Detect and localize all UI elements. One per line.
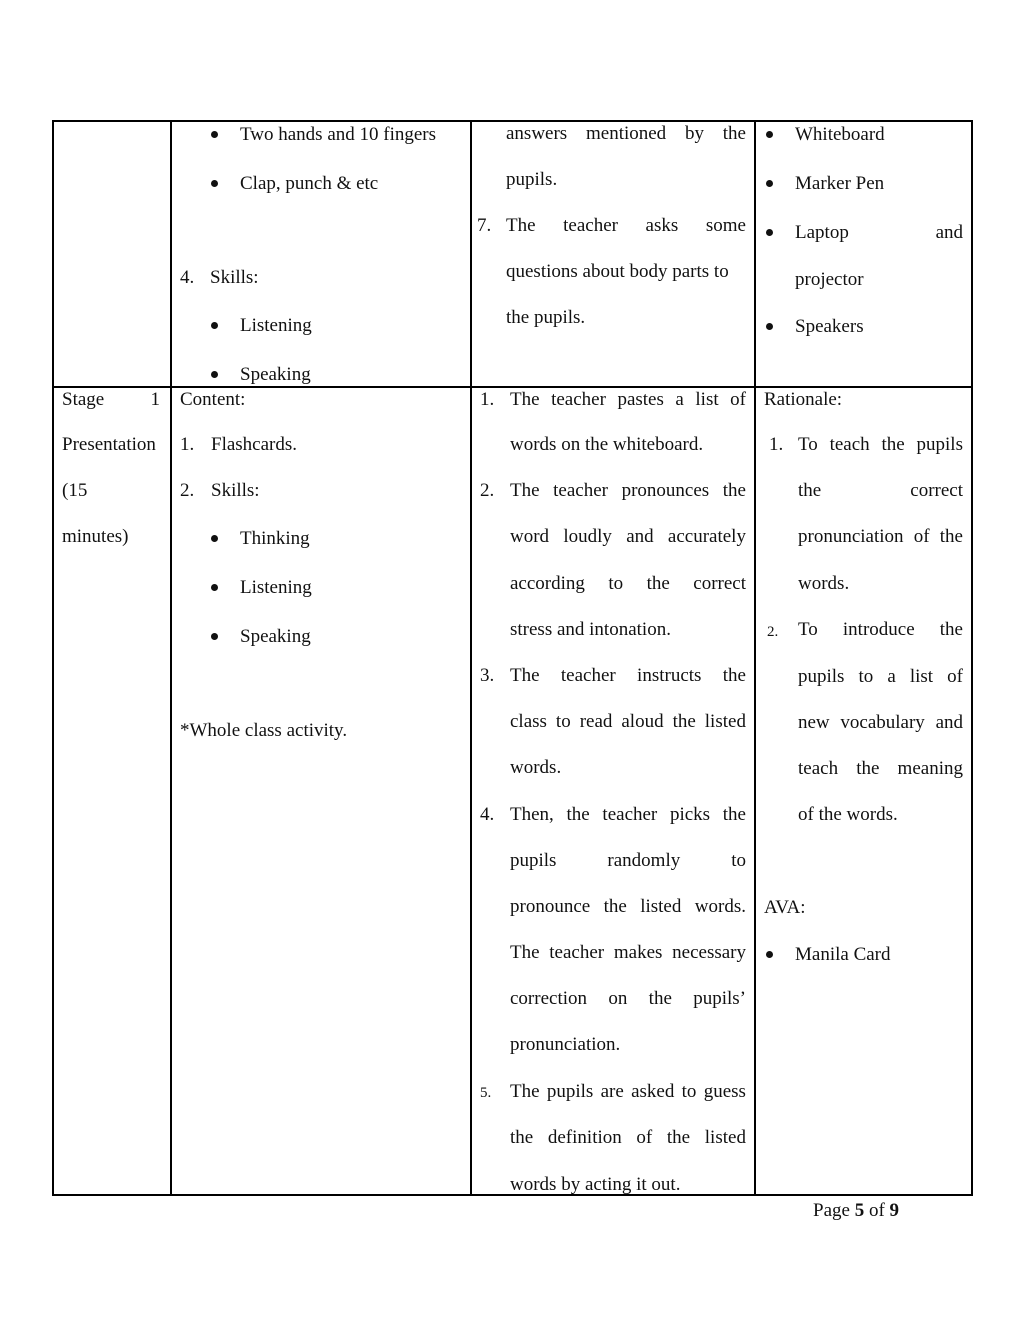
- text-line: [510, 389, 746, 411]
- page-total: 9: [889, 1200, 900, 1221]
- word: the: [722, 804, 746, 825]
- word: list: [909, 666, 934, 687]
- bullet-icon: [211, 371, 218, 378]
- text-line: [510, 942, 746, 964]
- word: listed: [704, 1127, 746, 1148]
- table-col-divider-3: [754, 120, 756, 1196]
- text-line: [506, 123, 746, 145]
- word: randomly: [607, 850, 681, 871]
- list-number: 4.: [480, 804, 495, 825]
- word: To: [798, 619, 818, 640]
- text-line: of the words.: [798, 804, 898, 825]
- stage-label: Presentation: [62, 434, 156, 455]
- word: the: [722, 480, 746, 501]
- text-line: [798, 619, 963, 641]
- list-item: Two hands and 10 fingers: [240, 124, 437, 145]
- list-item: Marker Pen: [795, 173, 885, 194]
- text-line: [510, 480, 746, 502]
- text-line: the pupils.: [506, 307, 586, 328]
- word: pupils: [798, 666, 845, 687]
- word: a: [887, 666, 896, 687]
- word: of: [947, 666, 963, 687]
- bullet-icon: [211, 535, 218, 542]
- word: pronounce: [510, 896, 591, 917]
- bullet-icon: [766, 180, 773, 187]
- word: the: [666, 1127, 691, 1148]
- word: to: [555, 711, 571, 732]
- word: The: [510, 1081, 540, 1102]
- word: the: [939, 526, 963, 547]
- word: the: [566, 804, 590, 825]
- word: correct: [910, 480, 963, 501]
- word: teach: [798, 758, 839, 779]
- text-line: [798, 758, 963, 780]
- word: teacher: [551, 389, 606, 410]
- list-number: 2.: [480, 480, 495, 501]
- bullet-icon: [766, 131, 773, 138]
- word: pronounces: [621, 480, 710, 501]
- text-line: words on the whiteboard.: [510, 434, 704, 455]
- list-number: 5.: [480, 1085, 492, 1101]
- text-line: [510, 896, 746, 918]
- text-line: words.: [798, 573, 850, 594]
- word: instructs: [637, 665, 702, 686]
- word: word: [510, 526, 550, 547]
- word: listed: [704, 711, 746, 732]
- word: listed: [640, 896, 682, 917]
- word: some: [705, 215, 746, 236]
- word: meaning: [897, 758, 963, 779]
- word: the: [648, 988, 672, 1009]
- word: the: [939, 619, 963, 640]
- page-number: 5: [854, 1200, 865, 1221]
- text-line: [510, 988, 746, 1010]
- word: and: [935, 712, 963, 733]
- list-number: 1.: [480, 389, 495, 410]
- text-line: [510, 1127, 746, 1149]
- stage-label: (15: [62, 480, 88, 501]
- word: introduce: [842, 619, 915, 640]
- list-item: Flashcards.: [211, 434, 298, 455]
- word: to: [731, 850, 746, 871]
- page-footer: [813, 1200, 899, 1222]
- word: The: [510, 389, 540, 410]
- word: pronunciation: [798, 526, 904, 547]
- bullet-icon: [766, 229, 773, 236]
- word: pupils: [510, 850, 557, 871]
- list-item: Listening: [240, 315, 312, 336]
- list-item: Whiteboard: [795, 124, 885, 145]
- list-number: 1.: [769, 434, 784, 455]
- word: of: [913, 526, 930, 547]
- word: The: [510, 942, 540, 963]
- list-item: [795, 222, 963, 244]
- word: Stage: [62, 389, 105, 410]
- word: the: [856, 758, 880, 779]
- word: on: [608, 988, 628, 1009]
- list-item: Speaking: [240, 626, 311, 647]
- bullet-icon: [211, 633, 218, 640]
- word: the: [722, 123, 746, 144]
- word: correct: [693, 573, 746, 594]
- text-line: [798, 526, 963, 548]
- content-heading: Content:: [180, 389, 246, 410]
- bullet-icon: [211, 584, 218, 591]
- word: the: [722, 665, 746, 686]
- ava-heading: AVA:: [764, 897, 806, 918]
- table-border-right: [971, 120, 973, 1196]
- list-number: 7.: [477, 215, 492, 236]
- page-word: Page: [813, 1200, 850, 1221]
- list-number: 2.: [767, 624, 779, 640]
- word: The: [510, 665, 540, 686]
- word: teacher: [563, 215, 618, 236]
- bullet-icon: [211, 180, 218, 187]
- text-line: words.: [510, 757, 562, 778]
- word: teacher: [549, 942, 605, 963]
- word: the: [798, 480, 822, 501]
- word: according: [510, 573, 585, 594]
- word: loudly: [563, 526, 612, 547]
- word: and: [626, 526, 654, 547]
- text-line: [510, 573, 746, 595]
- text-line: words by acting it out.: [510, 1174, 681, 1195]
- list-item: Speaking: [240, 364, 311, 385]
- text-line: [506, 215, 746, 237]
- text-line: [510, 526, 746, 548]
- word: to: [681, 1081, 697, 1102]
- word: to: [858, 666, 874, 687]
- bullet-icon: [766, 323, 773, 330]
- word: by: [684, 123, 704, 144]
- list-item: projector: [795, 269, 864, 290]
- list-item: Speakers: [795, 316, 864, 337]
- word: pupils’: [693, 988, 746, 1009]
- word: of: [636, 1127, 653, 1148]
- word: teach: [829, 434, 870, 455]
- bullet-icon: [211, 322, 218, 329]
- text-line: [510, 665, 746, 687]
- word: aloud: [621, 711, 664, 732]
- text-line: [798, 666, 963, 688]
- list-item: Skills:: [210, 267, 259, 288]
- word: To: [798, 434, 818, 455]
- word: answers: [506, 123, 568, 144]
- text-line: [510, 1081, 746, 1103]
- list-item: Listening: [240, 577, 312, 598]
- text-line: stress and intonation.: [510, 619, 671, 640]
- text-line: questions about body parts to: [506, 261, 729, 282]
- word: 1: [150, 389, 160, 410]
- word: correction: [510, 988, 588, 1009]
- word: a: [675, 389, 684, 410]
- word: pupils: [916, 434, 963, 455]
- word: to: [608, 573, 624, 594]
- bullet-icon: [766, 951, 773, 958]
- table-col-divider-2: [470, 120, 472, 1196]
- word: class: [510, 711, 547, 732]
- word: list: [695, 389, 719, 410]
- text-line: pupils.: [506, 169, 558, 190]
- list-item: Manila Card: [795, 944, 891, 965]
- word: asks: [645, 215, 679, 236]
- word: mentioned: [585, 123, 667, 144]
- table-row-divider: [52, 386, 973, 388]
- text-line: [510, 850, 746, 872]
- word: makes: [613, 942, 663, 963]
- word: read: [579, 711, 613, 732]
- word: the: [881, 434, 905, 455]
- word: teacher: [553, 480, 608, 501]
- word: new: [798, 712, 830, 733]
- stage-label: minutes): [62, 526, 129, 547]
- text-line: [798, 712, 963, 734]
- list-number: 1.: [180, 434, 195, 455]
- word: accurately: [667, 526, 746, 547]
- word: vocabulary: [840, 712, 925, 733]
- word: words.: [694, 896, 746, 917]
- word: Then,: [510, 804, 554, 825]
- word: The: [506, 215, 536, 236]
- word: teacher: [602, 804, 658, 825]
- stage-label: [62, 389, 160, 411]
- table-col-divider-1: [170, 120, 172, 1196]
- word: the: [646, 573, 670, 594]
- text-line: [510, 804, 746, 826]
- list-item: Skills:: [211, 480, 260, 501]
- word: are: [600, 1081, 624, 1102]
- of-word: of: [868, 1200, 885, 1221]
- table-border-top: [52, 120, 973, 122]
- table-border-left: [52, 120, 54, 1196]
- word: necessary: [672, 942, 746, 963]
- word: teacher: [560, 665, 616, 686]
- activity-note: *Whole class activity.: [180, 720, 348, 741]
- text-line: [510, 711, 746, 733]
- word: of: [730, 389, 746, 410]
- list-number: 3.: [480, 665, 495, 686]
- text-line: pronunciation.: [510, 1034, 621, 1055]
- word: and: [935, 222, 963, 243]
- word: definition: [547, 1127, 622, 1148]
- word: guess: [703, 1081, 746, 1102]
- word: The: [510, 480, 540, 501]
- word: picks: [669, 804, 711, 825]
- bullet-icon: [211, 131, 218, 138]
- word: the: [672, 711, 696, 732]
- list-item: Clap, punch & etc: [240, 173, 379, 194]
- word: the: [510, 1127, 534, 1148]
- word: pupils: [546, 1081, 594, 1102]
- list-item: Thinking: [240, 528, 310, 549]
- word: the: [603, 896, 627, 917]
- text-line: [798, 480, 963, 502]
- word: pastes: [617, 389, 664, 410]
- list-number: 4.: [180, 267, 195, 288]
- rationale-heading: Rationale:: [764, 389, 843, 410]
- word: asked: [631, 1081, 675, 1102]
- word: Laptop: [795, 222, 849, 243]
- list-number: 2.: [180, 480, 195, 501]
- text-line: [798, 434, 963, 456]
